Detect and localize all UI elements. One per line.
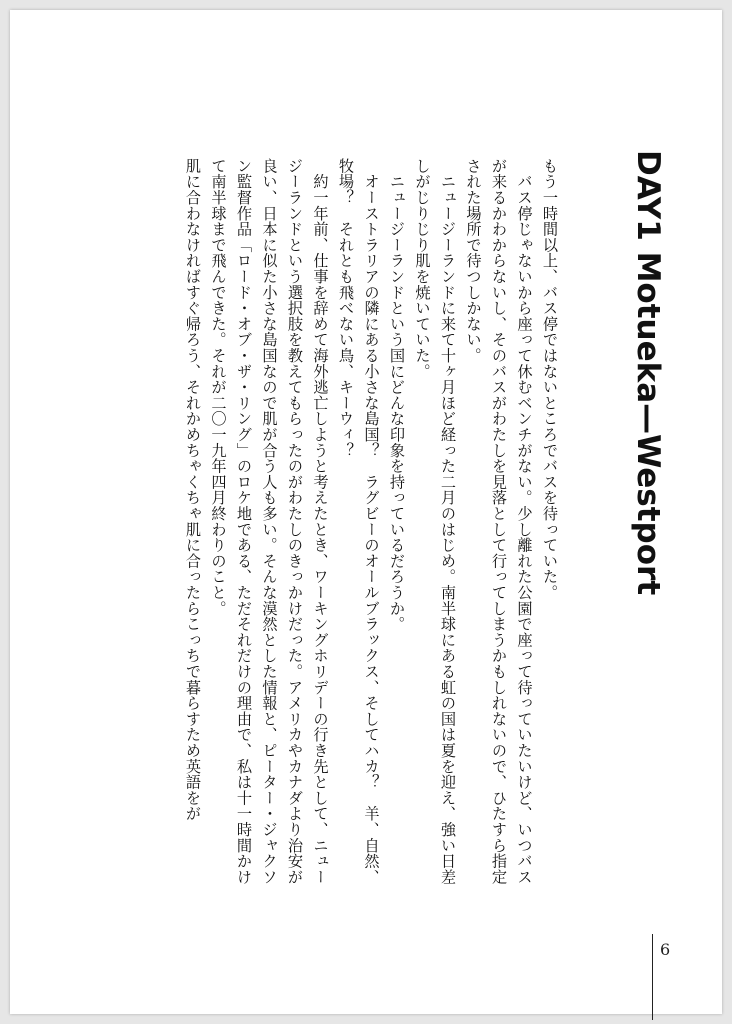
page-number-rule	[652, 934, 653, 1020]
paragraph: ニュージーランドという国にどんな印象を持っているだろうか。	[388, 158, 406, 632]
paragraph: オーストラリアの隣にある小さな島国？ ラグビーのオールブラックス、そしてハカ？ 羊、自然、牧場？ それとも飛べない鳥、キーウィ？	[337, 158, 381, 885]
body-text	[180, 158, 563, 898]
paragraph: バス停じゃないから座って休むベンチがない。少し離れた公園で座って待っていたいけど、いつバスが来るかわからないし、そのバスがわたしを見落として行ってしまうかもしれないので、ひたすら指定された場所で待つしかない。	[464, 158, 534, 885]
document-page	[10, 10, 722, 1014]
page-number: 6	[660, 940, 671, 959]
paragraph: もう一時間以上、バス停ではないところでバスを待っていた。	[541, 158, 559, 601]
paragraph: 約一年前、仕事を辞めて海外逃亡しようと考えたとき、ワーキングホリデーの行き先として、ニュージーランドという選択肢を教えてもらったのがわたしのきっかけだった。アメリカやカナダより治安が良い、日本に似た小さな島国なので肌が合う人も多い。そんな漠然とした情報と、ピーター・ジャクソン監督作品「ロード・オブ・ザ・リング」のロケ地である、ただそれだけの理由で、私は十一時間かけて南半球まで飛んできた。それが二〇一九年四月終わりのこと。	[209, 158, 330, 885]
chapter-title: DAY1 Motueka—Westport	[630, 150, 666, 596]
paragraph: ニュージーランドに来て十ヶ月ほど経った二月のはじめ。南半球にある虹の国は夏を迎え、強い日差しがじりじり肌を焼いていた。	[413, 158, 457, 885]
paragraph: 肌に合わなければすぐ帰ろう、それかめちゃくちゃ肌に合ったらこっちで暮らすため英語をが	[184, 158, 202, 822]
